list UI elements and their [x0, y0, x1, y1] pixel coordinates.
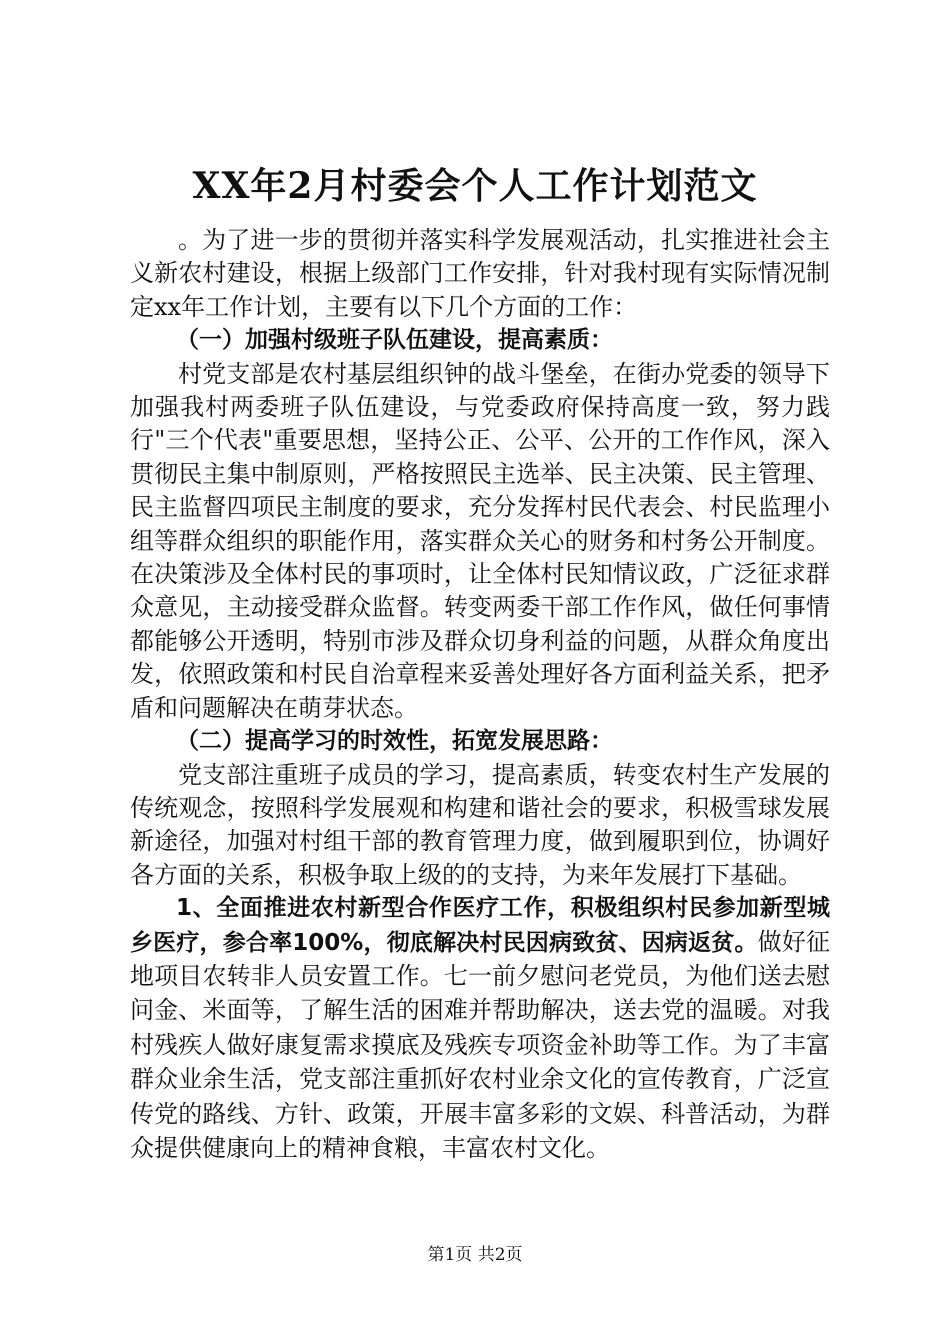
section-2-paragraph: 党支部注重班子成员的学习，提高素质，转变农村生产发展的传统观念，按照科学发展观和构建和谐社会的要求，积极雪球发展新途径，加强对村组干部的教育管理力度，做到履职到位，协调好各方面的关系，积极争取上级的的支持，为来年发展打下基础。 [130, 760, 830, 889]
page-footer: 第1页 共2页 [427, 1245, 523, 1265]
section-heading-2: （二）提高学习的时效性，拓宽发展思路： [176, 728, 613, 755]
document-title: XX年2月村委会个人工作计划范文 [192, 165, 758, 207]
item-1-lead: 1、全面推进农村新型合作医疗工作，积极组织村民参加新型城乡医疗，参合率100%，彻底解决村民因病致贫、因病返贫。 [130, 895, 830, 956]
intro-paragraph: 。为了进一步的贯彻并落实科学发展观活动，扎实推进社会主义新农村建设，根据上级部门工作安排，针对我村现有实际情况制定xx年工作计划，主要有以下几个方面的工作： [130, 226, 830, 321]
document-body [130, 224, 830, 1166]
item-1-rest: 做好征地项目农转非人员安置工作。七一前夕慰问老党员，为他们送去慰问金、米面等，了解生活的困难并帮助解决，送去党的温暖。对我村残疾人做好康复需求摸底及残疾专项资金补助等工作。为了丰富群众业余生活，党支部注重抓好农村业余文化的宣传教育，广泛宣传党的路线、方针、政策，开展丰富多彩的文娱、科普活动，为群众提供健康向上的精神食粮，丰富农村文化。 [130, 927, 831, 1162]
item-1-paragraph [130, 892, 830, 1166]
section-1-paragraph: 村党支部是农村基层组织钟的战斗堡垒，在街办党委的领导下加强我村两委班子队伍建设，与党委政府保持高度一致，努力践行"三个代表"重要思想，坚持公正、公平、公开的工作作风，深入贯彻民主集中制原则，严格按照民主选举、民主决策、民主管理、民主监督四项民主制度的要求，充分发挥村民代表会、村民监理小组等群众组织的职能作用，落实群众关心的财务和村务公开制度。在决策涉及全体村民的事项时，让全体村民知情议政，广泛征求群众意见，主动接受群众监督。转变两委干部工作作风，做任何事情都能够公开透明，特别市涉及群众切身利益的问题，从群众角度出发，依照政策和村民自治章程来妥善处理好各方面利益关系，把矛盾和问题解决在萌芽状态。 [130, 359, 830, 722]
section-heading-1: （一）加强村级班子队伍建设，提高素质： [176, 327, 613, 354]
